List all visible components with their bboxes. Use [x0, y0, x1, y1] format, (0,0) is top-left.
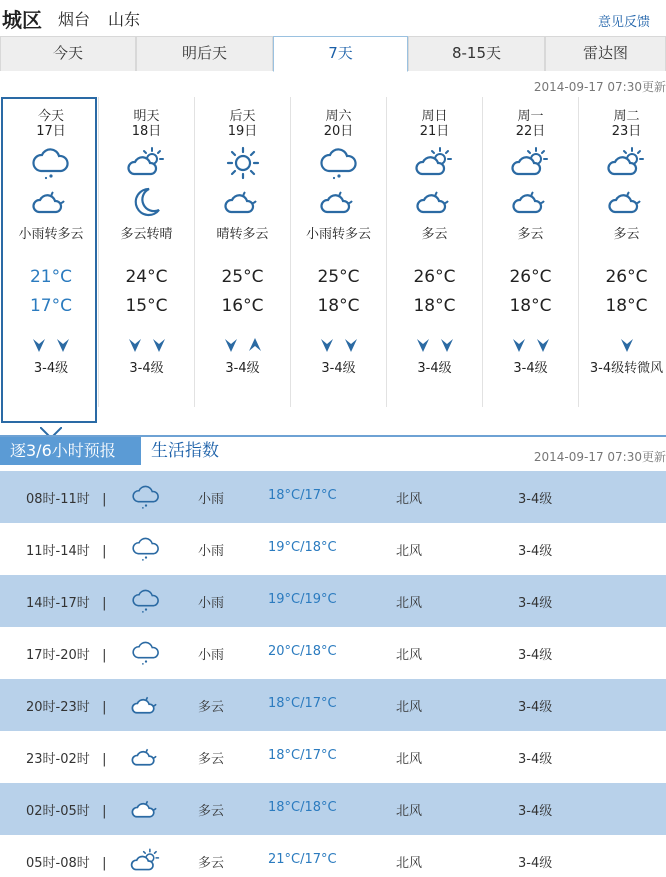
day-name: 明天 — [133, 109, 160, 124]
header — [0, 0, 666, 36]
low-temperature: 15°C — [125, 296, 168, 316]
partly-cloudy-icon — [607, 145, 647, 181]
weather-description: 多云 — [613, 227, 640, 242]
time-range: 14时-17时 | — [26, 596, 107, 611]
low-temperature: 16°C — [221, 296, 264, 316]
wind-level: 3-4级转微风 — [589, 361, 664, 376]
cloud-rain-icon — [319, 145, 359, 181]
time-range: 05时-08时 | — [26, 856, 107, 871]
hourly-row — [0, 783, 666, 835]
day-column[interactable] — [194, 97, 290, 407]
high-temperature: 25°C — [317, 267, 360, 287]
weather-description: 多云 — [517, 227, 544, 242]
hourly-row — [0, 471, 666, 523]
hourly-row — [0, 835, 666, 877]
moon-icon — [127, 184, 167, 220]
weather-description: 小雨 — [198, 648, 225, 663]
time-range: 02时-05时 | — [26, 804, 107, 819]
high-temperature: 24°C — [125, 267, 168, 287]
wind-direction: 北风 — [396, 804, 423, 819]
tab-radar[interactable]: 雷达图 — [545, 36, 666, 71]
cloud-moon-icon — [130, 691, 162, 719]
wind-direction-icon — [152, 337, 166, 353]
partly-cloudy-icon — [415, 145, 455, 181]
hourly-section-header — [0, 435, 666, 465]
wind-direction-icon — [512, 337, 526, 353]
seven-day-forecast — [0, 97, 666, 427]
high-temperature: 26°C — [413, 267, 456, 287]
day-date: 20日 — [323, 124, 354, 139]
small-rain-icon — [130, 639, 162, 667]
small-rain-icon — [130, 587, 162, 615]
low-temperature: 17°C — [29, 296, 72, 316]
cloud-rain-icon — [31, 145, 71, 181]
hourly-update-time: 2014-09-17 07:30更新 — [533, 450, 666, 464]
wind-direction: 北风 — [396, 700, 423, 715]
day-column[interactable] — [578, 97, 666, 407]
temperature-range: 19°C/18°C — [268, 540, 337, 555]
wind-level: 3-4级 — [518, 648, 553, 663]
cloud-moon-icon — [415, 184, 455, 220]
low-temperature: 18°C — [605, 296, 648, 316]
wind-direction: 北风 — [396, 544, 423, 559]
tab-today[interactable]: 今天 — [0, 36, 136, 71]
weather-description: 多云 — [421, 227, 448, 242]
tab-next-two-days[interactable]: 明后天 — [136, 36, 273, 71]
day-column[interactable] — [98, 97, 194, 407]
wind-level: 3-4级 — [417, 361, 452, 376]
low-temperature: 18°C — [413, 296, 456, 316]
cloud-moon-icon — [319, 184, 359, 220]
time-range: 17时-20时 | — [26, 648, 107, 663]
wind-level: 3-4级 — [513, 361, 548, 376]
day-name: 周二 — [613, 109, 640, 124]
day-column[interactable] — [290, 97, 386, 407]
wind-direction: 北风 — [396, 856, 423, 871]
day-column[interactable] — [482, 97, 578, 407]
tab-8-15-days[interactable]: 8-15天 — [408, 36, 545, 71]
high-temperature: 25°C — [221, 267, 264, 287]
weather-description: 小雨 — [198, 596, 225, 611]
day-date: 21日 — [419, 124, 450, 139]
tab-7-days[interactable]: 7天 — [273, 36, 408, 72]
hourly-row — [0, 679, 666, 731]
day-name: 后天 — [229, 109, 256, 124]
weather-description: 多云转晴 — [120, 227, 173, 242]
wind-level: 3-4级 — [518, 492, 553, 507]
wind-level: 3-4级 — [321, 361, 356, 376]
time-range: 11时-14时 | — [26, 544, 107, 559]
wind-direction-icon — [416, 337, 430, 353]
wind-level: 3-4级 — [518, 700, 553, 715]
wind-level: 3-4级 — [129, 361, 164, 376]
cloud-moon-icon — [130, 743, 162, 771]
weather-description: 小雨转多云 — [18, 227, 84, 242]
partly-cloudy-icon — [511, 145, 551, 181]
wind-direction-icon — [248, 337, 262, 353]
temperature-range: 18°C/17°C — [268, 488, 337, 503]
day-date: 22日 — [515, 124, 546, 139]
day-name: 周六 — [325, 109, 352, 124]
wind-level: 3-4级 — [518, 856, 553, 871]
wind-direction-icon — [128, 337, 142, 353]
feedback-link[interactable]: 意见反馈 — [597, 15, 650, 30]
day-column[interactable] — [386, 97, 482, 407]
hourly-row — [0, 627, 666, 679]
wind-direction-icon — [620, 337, 634, 353]
city-name: 城区 — [2, 8, 42, 32]
low-temperature: 18°C — [509, 296, 552, 316]
wind-direction: 北风 — [396, 648, 423, 663]
wind-level: 3-4级 — [518, 596, 553, 611]
high-temperature: 21°C — [29, 267, 72, 287]
wind-direction: 北风 — [396, 596, 423, 611]
day-date: 23日 — [611, 124, 642, 139]
weather-description: 多云 — [198, 804, 225, 819]
wind-level: 3-4级 — [518, 804, 553, 819]
time-range: 08时-11时 | — [26, 492, 107, 507]
time-range: 20时-23时 | — [26, 700, 107, 715]
day-date: 18日 — [131, 124, 162, 139]
sun-icon — [223, 145, 263, 181]
weather-description: 小雨 — [198, 544, 225, 559]
weather-description: 小雨 — [198, 492, 225, 507]
temperature-range: 18°C/18°C — [268, 800, 337, 815]
temperature-range: 18°C/17°C — [268, 748, 337, 763]
day-date: 17日 — [36, 124, 66, 139]
time-range: 23时-02时 | — [26, 752, 107, 767]
wind-direction-icon — [32, 337, 46, 353]
temperature-range: 21°C/17°C — [268, 852, 337, 867]
wind-level: 3-4级 — [33, 361, 69, 376]
partly-cloudy-icon — [127, 145, 167, 181]
wind-direction-icon — [224, 337, 238, 353]
temperature-range: 20°C/18°C — [268, 644, 337, 659]
weather-description: 多云 — [198, 700, 225, 715]
hourly-forecast-list — [0, 471, 666, 877]
day-name: 今天 — [37, 109, 64, 124]
forecast-tabs — [0, 36, 666, 71]
weather-description: 小雨转多云 — [305, 227, 371, 242]
cloud-moon-icon — [31, 184, 71, 220]
wind-direction-icon — [440, 337, 454, 353]
high-temperature: 26°C — [605, 267, 648, 287]
hourly-row — [0, 575, 666, 627]
low-temperature: 18°C — [317, 296, 360, 316]
partly-cloudy-icon — [130, 847, 162, 875]
cloud-moon-icon — [511, 184, 551, 220]
wind-level: 3-4级 — [225, 361, 260, 376]
wind-direction-icon — [320, 337, 334, 353]
tab-hourly-forecast[interactable]: 逐3/6小时预报 — [0, 437, 141, 465]
wind-level: 3-4级 — [518, 544, 553, 559]
temperature-range: 18°C/17°C — [268, 696, 337, 711]
small-rain-icon — [130, 483, 162, 511]
day-date: 19日 — [227, 124, 258, 139]
high-temperature: 26°C — [509, 267, 552, 287]
temperature-range: 19°C/19°C — [268, 592, 337, 607]
cloud-moon-icon — [607, 184, 647, 220]
day-column[interactable] — [3, 97, 99, 407]
wind-direction: 北风 — [396, 492, 423, 507]
day-name: 周一 — [517, 109, 544, 124]
wind-direction-icon — [56, 337, 70, 353]
city-region: 烟台 — [58, 10, 91, 29]
weather-description: 多云 — [198, 856, 225, 871]
weather-description: 多云 — [198, 752, 225, 767]
cloud-moon-icon — [130, 795, 162, 823]
day-name: 周日 — [421, 109, 448, 124]
province: 山东 — [108, 10, 141, 29]
hourly-row — [0, 731, 666, 783]
update-time: 2014-09-17 07:30更新 — [533, 80, 666, 94]
small-rain-icon — [130, 535, 162, 563]
today-highlight-box — [1, 97, 97, 423]
weather-description: 晴转多云 — [216, 227, 269, 242]
wind-direction-icon — [344, 337, 358, 353]
cloud-moon-icon — [223, 184, 263, 220]
wind-direction: 北风 — [396, 752, 423, 767]
wind-direction-icon — [536, 337, 550, 353]
hourly-row — [0, 523, 666, 575]
wind-level: 3-4级 — [518, 752, 553, 767]
tab-life-index[interactable]: 生活指数 — [151, 441, 219, 461]
